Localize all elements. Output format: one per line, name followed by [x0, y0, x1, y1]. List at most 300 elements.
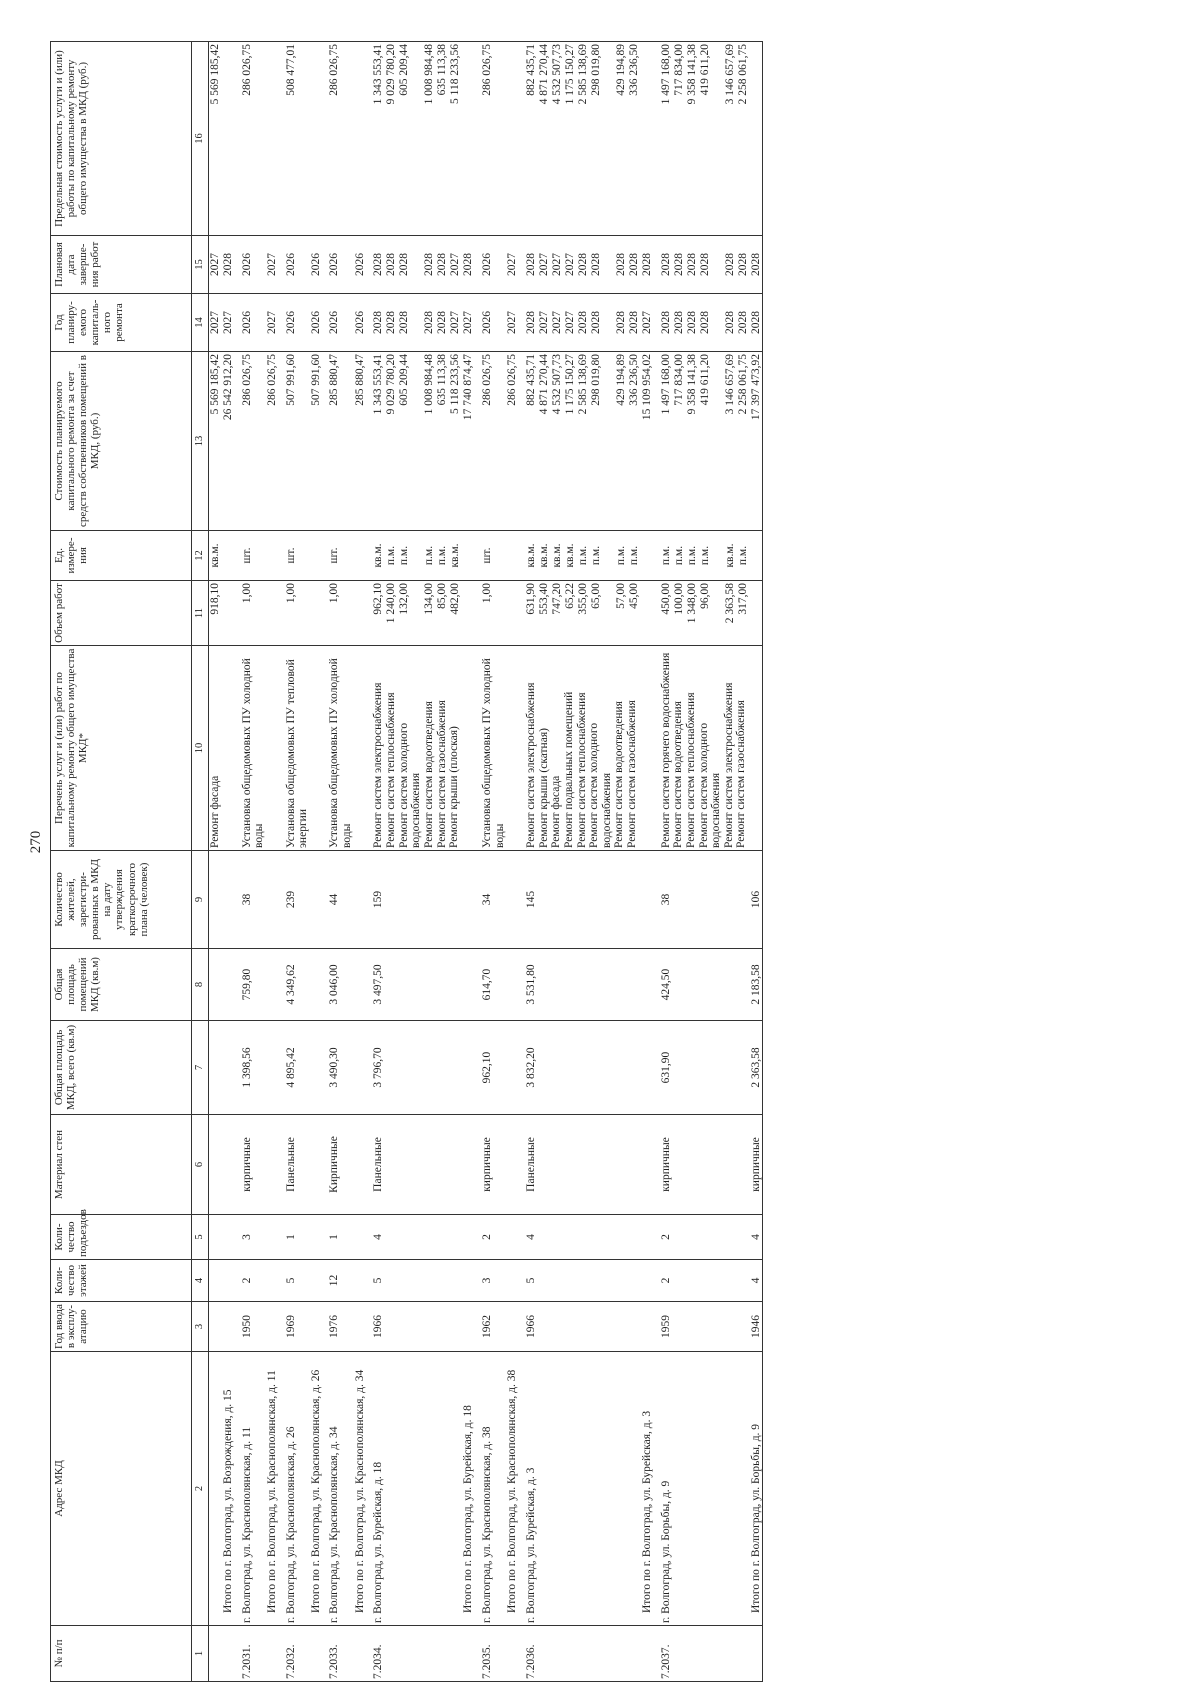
- limit-cost-line: 286 026,75: [240, 44, 253, 96]
- repair-cost: [750, 352, 763, 531]
- work-volume-line: 100,00: [672, 583, 685, 615]
- entrances: [354, 1215, 367, 1260]
- column-number-2: 2: [192, 1352, 209, 1626]
- row-number: 7.2035.: [475, 1626, 506, 1682]
- repair-year-line: 2028: [749, 311, 762, 334]
- repair-cost: [222, 352, 235, 531]
- wall-material: [354, 1115, 367, 1215]
- unit-line: кв.м.: [209, 543, 221, 568]
- premises-area: 759,80: [235, 949, 266, 1021]
- work-volume-line: 65,00: [589, 583, 602, 609]
- work-list: [279, 646, 310, 851]
- premises-area: [641, 949, 654, 1021]
- repair-cost-line: 15 109 954,02: [640, 354, 653, 421]
- repair-cost-line: 429 194,89: [614, 354, 627, 406]
- column-number-4: 4: [192, 1260, 209, 1302]
- completion-date-line: 2027: [449, 253, 462, 276]
- residents: [354, 851, 367, 949]
- total-area: [266, 1021, 279, 1115]
- work-volume-line: 134,00: [423, 583, 436, 615]
- total-row: [354, 42, 367, 1682]
- repair-cost: [279, 352, 310, 531]
- total-label: Итого по г. Волгоград, ул. Борьбы, д. 9: [750, 1352, 763, 1626]
- year-built: 1950: [235, 1302, 266, 1352]
- total-label: Итого по г. Волгоград, ул. Краснополянская, д. 11: [266, 1352, 279, 1626]
- column-header-16: Предельная стоимость услуги и (или) работы по капитальному ремонту общего имущества в МКД (руб.): [51, 42, 192, 236]
- entrances: [266, 1215, 279, 1260]
- completion-date-line: 2027: [537, 253, 550, 276]
- address: г. Волгоград, ул. Бурейская, д. 18: [366, 1352, 462, 1626]
- unit-line: п.м.: [685, 545, 698, 566]
- residents: 34: [475, 851, 506, 949]
- repair-year: [322, 294, 353, 352]
- completion-date-line: 2028: [640, 253, 653, 276]
- repair-cost-line: 286 026,75: [506, 354, 519, 406]
- repair-year-line: 2026: [284, 311, 297, 334]
- floors: 5: [279, 1260, 310, 1302]
- work-volume-line: 1,00: [328, 583, 341, 604]
- limit-cost: [750, 42, 763, 236]
- repair-year-line: 2028: [614, 311, 627, 334]
- work-list: [519, 646, 641, 851]
- unit-line: п.м.: [576, 545, 589, 566]
- wall-material: кирпичные: [235, 1115, 266, 1215]
- address: г. Волгоград, ул. Краснополянская, д. 38: [475, 1352, 506, 1626]
- work-list-line: Установка общедомовых ПУ тепловой энергии: [284, 659, 310, 848]
- unit-line: кв.м.: [524, 543, 537, 568]
- completion-date-line: 2028: [524, 253, 537, 276]
- address: г. Волгоград, ул. Краснополянская, д. 34: [322, 1352, 353, 1626]
- column-header-8: Общая площадь помещений МКД (кв.м): [51, 949, 192, 1021]
- work-volume-line: 355,00: [576, 583, 589, 615]
- wall-material: [310, 1115, 323, 1215]
- year-built: [209, 1302, 223, 1352]
- limit-cost-line: 882 435,71: [524, 44, 537, 96]
- limit-cost-line: 635 113,38: [436, 44, 449, 96]
- year-built: [506, 1302, 519, 1352]
- total-label: Итого по г. Волгоград, ул. Краснополянская, д. 34: [354, 1352, 367, 1626]
- limit-cost: [266, 42, 279, 236]
- entrances: 2: [654, 1215, 750, 1260]
- completion-date-line: 2028: [436, 253, 449, 276]
- work-volume: [310, 581, 323, 646]
- limit-cost-line: 3 146 657,69: [723, 44, 736, 105]
- column-number-9: 9: [192, 851, 209, 949]
- wall-material: Кирпичные: [322, 1115, 353, 1215]
- limit-cost: [310, 42, 323, 236]
- repair-cost-line: 286 026,75: [240, 354, 253, 406]
- repair-year-line: 2028: [436, 311, 449, 334]
- residents: 159: [366, 851, 462, 949]
- year-built: 1962: [475, 1302, 506, 1352]
- repair-year-line: 2028: [698, 311, 711, 334]
- row-number: [641, 1626, 654, 1682]
- row-number: [462, 1626, 475, 1682]
- work-volume-line: 962,10: [372, 583, 385, 615]
- work-list: [654, 646, 750, 851]
- repair-year-line: 2027: [563, 311, 576, 334]
- floors: 12: [322, 1260, 353, 1302]
- premises-area: 614,70: [475, 949, 506, 1021]
- repair-year-line: 2026: [309, 311, 322, 334]
- floors: [641, 1260, 654, 1302]
- column-header-11: Объем работ: [51, 581, 192, 646]
- residents: [209, 851, 223, 949]
- completion-date-line: 2028: [659, 253, 672, 276]
- address: г. Волгоград, ул. Краснополянская, д. 11: [235, 1352, 266, 1626]
- limit-cost: [462, 42, 475, 236]
- total-area: [462, 1021, 475, 1115]
- year-built: 1969: [279, 1302, 310, 1352]
- repair-cost-line: 507 991,60: [284, 354, 297, 406]
- residents: 145: [519, 851, 641, 949]
- unit-line: кв.м.: [372, 543, 385, 568]
- total-row: [506, 42, 519, 1682]
- repair-year-line: 2028: [685, 311, 698, 334]
- residents: 106: [750, 851, 763, 949]
- repair-year: [462, 294, 475, 352]
- unit: [462, 531, 475, 581]
- total-label: Итого по г. Волгоград, ул. Возрождения, д. 15: [222, 1352, 235, 1626]
- repair-cost-line: 9 358 141,38: [685, 354, 698, 415]
- total-row: [222, 42, 235, 1682]
- completion-date: [462, 236, 475, 294]
- wall-material: [506, 1115, 519, 1215]
- unit-line: п.м.: [436, 545, 449, 566]
- work-list-line: Ремонт систем газоснабжения: [435, 700, 448, 848]
- work-volume: [506, 581, 519, 646]
- total-area: 962,10: [475, 1021, 506, 1115]
- address: г. Волгоград, ул. Краснополянская, д. 26: [279, 1352, 310, 1626]
- limit-cost-line: 5 118 233,56: [449, 44, 462, 104]
- repair-cost-line: 9 029 780,20: [385, 354, 398, 415]
- year-built: 1946: [750, 1302, 763, 1352]
- entrances: 2: [475, 1215, 506, 1260]
- floors: [354, 1260, 367, 1302]
- entrances: [462, 1215, 475, 1260]
- total-label: Итого по г. Волгоград, ул. Краснополянская, д. 26: [310, 1352, 323, 1626]
- total-row: [750, 42, 763, 1682]
- work-volume: [366, 581, 462, 646]
- work-volume-line: 85,00: [436, 583, 449, 609]
- work-list-line: Установка общедомовых ПУ холодной воды: [240, 658, 266, 848]
- completion-date-line: 2028: [423, 253, 436, 276]
- wall-material: Панельные: [366, 1115, 462, 1215]
- column-number-7: 7: [192, 1021, 209, 1115]
- total-area: [222, 1021, 235, 1115]
- floors: 2: [654, 1260, 750, 1302]
- repair-year: [475, 294, 506, 352]
- repair-cost-line: 605 209,44: [398, 354, 411, 406]
- row-number: 7.2034.: [366, 1626, 462, 1682]
- work-volume: [266, 581, 279, 646]
- unit: [506, 531, 519, 581]
- work-volume: [322, 581, 353, 646]
- building-row: [519, 42, 641, 1682]
- work-list-line: Ремонт систем водоотведения: [613, 701, 626, 848]
- premises-area: [222, 949, 235, 1021]
- repair-year: [279, 294, 310, 352]
- repair-cost-line: 3 146 657,69: [723, 354, 736, 415]
- completion-date-line: 2028: [627, 253, 640, 276]
- completion-date-line: 2026: [284, 253, 297, 276]
- repair-cost-line: 26 542 912,20: [222, 354, 234, 421]
- unit-line: шт.: [481, 547, 494, 564]
- limit-cost: [366, 42, 462, 236]
- building-row: [279, 42, 310, 1682]
- column-number-13: 13: [192, 352, 209, 531]
- row-number: 7.2033.: [322, 1626, 353, 1682]
- unit: [279, 531, 310, 581]
- row-number: [354, 1626, 367, 1682]
- floors: 5: [519, 1260, 641, 1302]
- work-list-line: Ремонт систем холодного водоснабжения: [588, 722, 613, 848]
- repair-cost-line: 2 258 061,75: [736, 354, 749, 415]
- repair-year-line: 2028: [576, 311, 589, 334]
- premises-area: 2 183,58: [750, 949, 763, 1021]
- repair-cost: [354, 352, 367, 531]
- unit: [641, 531, 654, 581]
- building-row: [366, 42, 462, 1682]
- unit-line: п.м.: [398, 545, 411, 566]
- premises-area: [354, 949, 367, 1021]
- unit: [354, 531, 367, 581]
- column-header-1: № п/п: [51, 1626, 192, 1682]
- work-volume: [475, 581, 506, 646]
- total-row: [462, 42, 475, 1682]
- repair-cost: [519, 352, 641, 531]
- floors: [209, 1260, 223, 1302]
- floors: [462, 1260, 475, 1302]
- work-list-line: Ремонт систем теплоснабжения: [385, 692, 398, 848]
- work-list-line: Ремонт систем водоотведения: [422, 701, 435, 848]
- column-header-12: Ед. измере-ния: [51, 531, 192, 581]
- year-built: [222, 1302, 235, 1352]
- limit-cost-line: 286 026,75: [481, 44, 494, 96]
- premises-area: 3 497,50: [366, 949, 462, 1021]
- repair-cost-line: 17 397 473,92: [749, 354, 762, 421]
- work-volume: [222, 581, 235, 646]
- completion-date: [641, 236, 654, 294]
- repair-year-line: 2028: [398, 311, 411, 334]
- premises-area: [462, 949, 475, 1021]
- repair-year-line: 2028: [372, 311, 385, 334]
- limit-cost: [475, 42, 506, 236]
- row-number: 7.2037.: [654, 1626, 750, 1682]
- completion-date: [475, 236, 506, 294]
- repair-cost: [462, 352, 475, 531]
- repair-cost-line: 4 871 270,44: [537, 354, 550, 415]
- entrances: 3: [235, 1215, 266, 1260]
- limit-cost-line: 605 209,44: [398, 44, 411, 96]
- table-body: [209, 42, 763, 1682]
- work-list-line: Ремонт систем электроснабжения: [722, 682, 735, 848]
- repair-cost-line: 285 880,47: [353, 354, 366, 406]
- floors: [222, 1260, 235, 1302]
- total-area: [354, 1021, 367, 1115]
- repair-cost-line: 1 343 553,41: [372, 354, 385, 415]
- repair-cost-line: 882 435,71: [524, 354, 537, 406]
- building-row: [475, 42, 506, 1682]
- header-row: [51, 42, 192, 1682]
- repair-cost: [266, 352, 279, 531]
- year-built: 1976: [322, 1302, 353, 1352]
- unit: [654, 531, 750, 581]
- work-list-line: Ремонт систем холодного водоснабжения: [697, 722, 723, 848]
- work-list-line: Ремонт систем электроснабжения: [524, 682, 537, 848]
- limit-cost-line: 1 497 168,00: [659, 44, 672, 105]
- unit-line: п.м.: [423, 545, 436, 566]
- column-number-15: 15: [192, 236, 209, 294]
- total-area: [641, 1021, 654, 1115]
- unit: [209, 531, 223, 581]
- total-label: Итого по г. Волгоград, ул. Бурейская, д. 3: [641, 1352, 654, 1626]
- total-area: [310, 1021, 323, 1115]
- work-volume: [209, 581, 223, 646]
- total-area: 3 796,70: [366, 1021, 462, 1115]
- repair-year-line: 2027: [449, 311, 462, 334]
- repair-year: [366, 294, 462, 352]
- completion-date-line: 2028: [222, 253, 234, 276]
- floors: 5: [366, 1260, 462, 1302]
- completion-date-line: 2028: [614, 253, 627, 276]
- address: г. Волгоград, ул. Борьбы, д. 9: [654, 1352, 750, 1626]
- building-row: [654, 42, 750, 1682]
- completion-date-line: 2028: [736, 253, 749, 276]
- work-row: [209, 42, 223, 1682]
- repair-cost-line: 4 532 507,73: [550, 354, 563, 415]
- year-built: [354, 1302, 367, 1352]
- work-list: [462, 646, 475, 851]
- completion-date: [222, 236, 235, 294]
- completion-date: [506, 236, 519, 294]
- repair-year-line: 2028: [524, 311, 537, 334]
- repair-cost: [641, 352, 654, 531]
- column-number-11: 11: [192, 581, 209, 646]
- work-list-line: Ремонт систем теплоснабжения: [684, 692, 697, 848]
- work-volume: [519, 581, 641, 646]
- work-volume-line: 553,40: [537, 583, 550, 615]
- repair-year: [209, 294, 223, 352]
- completion-date: [750, 236, 763, 294]
- work-volume-line: 1,00: [240, 583, 253, 604]
- completion-date-line: 2028: [576, 253, 589, 276]
- repair-year-line: 2027: [462, 311, 475, 334]
- repair-cost-line: 286 026,75: [265, 354, 278, 406]
- work-volume: [641, 581, 654, 646]
- column-header-6: Материал стен: [51, 1115, 192, 1215]
- entrances: 1: [322, 1215, 353, 1260]
- entrances: 4: [750, 1215, 763, 1260]
- work-list-line: Ремонт систем холодного водоснабжения: [397, 722, 423, 848]
- unit: [519, 531, 641, 581]
- total-area: 4 895,42: [279, 1021, 310, 1115]
- wall-material: кирпичные: [475, 1115, 506, 1215]
- repair-year-line: 2026: [328, 311, 341, 334]
- column-number-12: 12: [192, 531, 209, 581]
- completion-date-line: 2026: [309, 253, 322, 276]
- repair-cost-line: 717 834,00: [672, 354, 685, 406]
- work-volume-line: 45,00: [627, 583, 640, 609]
- unit: [235, 531, 266, 581]
- floors: 2: [235, 1260, 266, 1302]
- limit-cost-line: 717 834,00: [672, 44, 685, 96]
- premises-area: 424,50: [654, 949, 750, 1021]
- work-list: [266, 646, 279, 851]
- work-volume-line: 2 363,58: [723, 583, 736, 624]
- work-volume-line: 482,00: [449, 583, 462, 615]
- limit-cost: [322, 42, 353, 236]
- repair-year-line: 2028: [385, 311, 398, 334]
- limit-cost-line: 5 569 185,42: [209, 44, 221, 105]
- row-number: [209, 1626, 223, 1682]
- limit-cost-line: 298 019,80: [589, 44, 602, 96]
- unit-line: шт.: [328, 547, 341, 564]
- limit-cost-line: 286 026,75: [328, 44, 341, 96]
- completion-date-line: 2028: [723, 253, 736, 276]
- repair-year: [654, 294, 750, 352]
- wall-material: кирпичные: [750, 1115, 763, 1215]
- limit-cost: [279, 42, 310, 236]
- repair-cost: [506, 352, 519, 531]
- column-number-10: 10: [192, 646, 209, 851]
- limit-cost: [641, 42, 654, 236]
- year-built: [310, 1302, 323, 1352]
- year-built: [266, 1302, 279, 1352]
- work-list-line: Ремонт систем теплоснабжения: [575, 692, 588, 848]
- repair-cost-line: 285 880,47: [328, 354, 341, 406]
- repair-cost-line: 2 585 138,69: [576, 354, 589, 415]
- column-number-8: 8: [192, 949, 209, 1021]
- work-list: [506, 646, 519, 851]
- work-list: [475, 646, 506, 851]
- unit: [266, 531, 279, 581]
- unit: [475, 531, 506, 581]
- premises-area: [506, 949, 519, 1021]
- residents: 38: [235, 851, 266, 949]
- year-built: [641, 1302, 654, 1352]
- premises-area: [310, 949, 323, 1021]
- completion-date-line: 2027: [209, 253, 221, 276]
- work-volume: [354, 581, 367, 646]
- completion-date-line: 2028: [698, 253, 711, 276]
- repair-year-line: 2027: [640, 311, 653, 334]
- row-number: [506, 1626, 519, 1682]
- wall-material: кирпичные: [654, 1115, 750, 1215]
- total-area: 631,90: [654, 1021, 750, 1115]
- total-area: 3 832,20: [519, 1021, 641, 1115]
- work-volume-line: 1 240,00: [385, 583, 398, 624]
- completion-date: [235, 236, 266, 294]
- repair-year-line: 2027: [265, 311, 278, 334]
- limit-cost: [222, 42, 235, 236]
- completion-date: [266, 236, 279, 294]
- completion-date-line: 2028: [385, 253, 398, 276]
- work-list-line: Ремонт крыши (скатная): [537, 728, 550, 848]
- repair-cost-line: 336 236,50: [627, 354, 640, 406]
- work-list-line: Ремонт подвальных помещений: [562, 691, 575, 848]
- work-volume-line: 57,00: [614, 583, 627, 609]
- work-volume: [750, 581, 763, 646]
- work-volume: [654, 581, 750, 646]
- wall-material: [641, 1115, 654, 1215]
- work-list-line: Ремонт фасада: [209, 775, 221, 848]
- repair-year-line: 2027: [537, 311, 550, 334]
- building-row: [235, 42, 266, 1682]
- completion-date: [279, 236, 310, 294]
- row-number: 7.2032.: [279, 1626, 310, 1682]
- unit-line: кв.м.: [723, 543, 736, 568]
